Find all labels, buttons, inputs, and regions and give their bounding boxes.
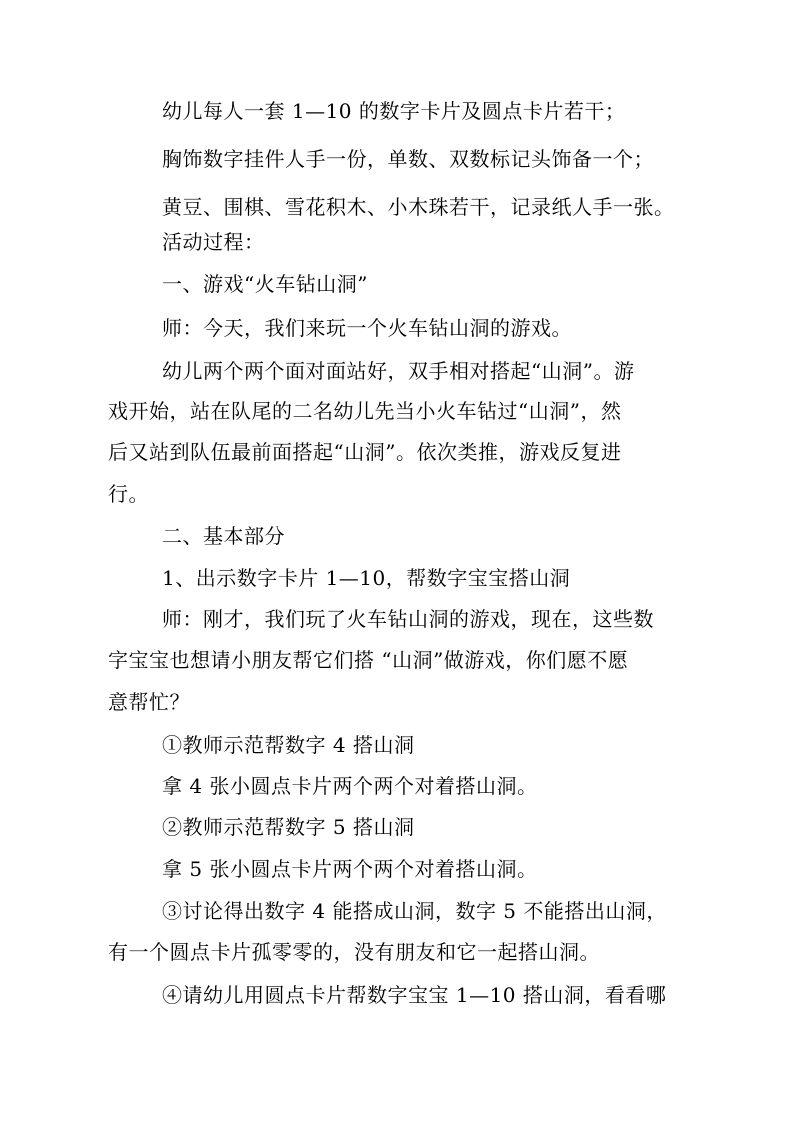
text-line: 黄豆、围棋、雪花积木、小木珠若干，记录纸人手一张。 xyxy=(162,195,675,219)
text-line: 幼儿每人一套 1—10 的数字卡片及圆点卡片若干； xyxy=(162,99,626,123)
text-line: 有一个圆点卡片孤零零的，没有朋友和它一起搭山洞。 xyxy=(108,940,600,964)
list-item: ④请幼儿用圆点卡片帮数字宝宝 1—10 搭山洞，看看哪 xyxy=(162,983,667,1007)
text-line: 戏开始，站在队尾的二名幼儿先当小火车钻过“山洞”，然 xyxy=(108,399,622,423)
section-heading: 二、基本部分 xyxy=(162,524,285,548)
text-line: 师：今天，我们来玩一个火车钻山洞的游戏。 xyxy=(162,316,572,340)
list-item: ②教师示范帮数字 5 搭山洞 xyxy=(162,815,415,839)
text-line: 师：刚才，我们玩了火车钻山洞的游戏，现在，这些数 xyxy=(162,607,654,631)
section-heading: 活动过程： xyxy=(162,230,265,254)
text-line: 意帮忙？ xyxy=(108,690,190,714)
text-line: 拿 4 张小圆点卡片两个两个对着搭山洞。 xyxy=(162,774,538,798)
subsection-heading: 1、出示数字卡片 1—10，帮数字宝宝搭山洞 xyxy=(162,566,571,590)
text-line: 拿 5 张小圆点卡片两个两个对着搭山洞。 xyxy=(162,857,538,881)
list-item: ①教师示范帮数字 4 搭山洞 xyxy=(162,733,415,757)
text-line: 胸饰数字挂件人手一份，单数、双数标记头饰备一个； xyxy=(162,147,654,171)
text-line: 幼儿两个两个面对面站好，双手相对搭起“山洞”。游 xyxy=(162,359,635,383)
list-item: ③讨论得出数字 4 能搭成山洞，数字 5 不能搭出山洞， xyxy=(162,899,667,923)
section-heading: 一、游戏“火车钻山洞” xyxy=(162,272,368,296)
text-line: 行。 xyxy=(108,482,149,506)
text-line: 后又站到队伍最前面搭起“山洞”。依次类推，游戏反复进 xyxy=(108,440,622,464)
text-line: 字宝宝也想请小朋友帮它们搭 “山洞”做游戏，你们愿不愿 xyxy=(108,648,629,672)
